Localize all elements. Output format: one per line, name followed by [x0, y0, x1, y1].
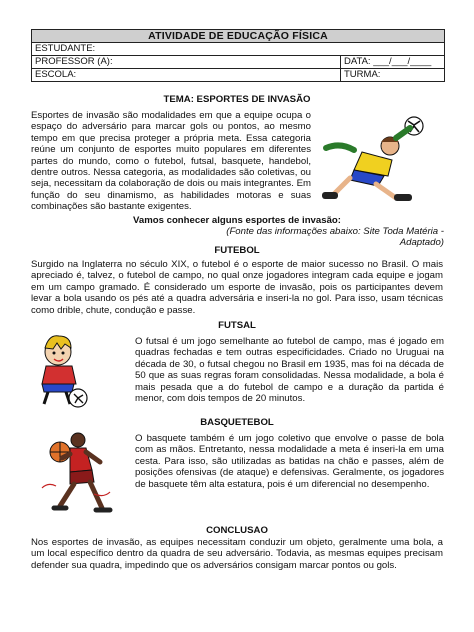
futsal-heading: FUTSAL	[218, 320, 256, 331]
school-field: ESCOLA:	[32, 69, 341, 81]
futsal-paragraph: O futsal é um jogo semelhante ao futebol de campo, mas é jogado em quadras fechadas e tem outras especificidades. Criado no Uruguai na década de 30, o futsal chegou no Brasil em 1935, mas foi na década de 50 que as suas regras foram consolidadas. Nessa modalidade, a bola é mais pesada que a do futebol de campo e a duração da partida é menor, com dois tempos de 20 minutos.	[135, 336, 444, 405]
source-note: (Fonte das informações abaixo: Site Toda Matéria - Adaptado)	[226, 226, 444, 249]
futebol-heading: FUTEBOL	[214, 245, 260, 256]
goalkeeper-illustration	[318, 112, 450, 204]
conclusao-heading: CONCLUSAO	[206, 525, 268, 536]
basketball-player-illustration	[34, 428, 120, 520]
basquete-heading: BASQUETEBOL	[200, 417, 274, 428]
student-field: ESTUDANTE:	[35, 43, 96, 54]
theme-heading: TEMA: ESPORTES DE INVASÃO	[163, 94, 311, 105]
futsal-kid-illustration	[34, 334, 92, 410]
lead-text: Vamos conhecer alguns esportes de invasão:	[133, 215, 341, 226]
conclusao-paragraph: Nos esportes de invasão, as equipes necessitam conduzir um objeto, geralmente uma bola, a um local específico dentro da quadra de seu adversário. Todavia, as mesmas equipes precisam defender sua quadra, impedindo que os adversários consigam marcar pontos ou gols.	[31, 537, 443, 571]
date-field: DATA: ___/___/____	[344, 56, 432, 67]
futebol-paragraph: Surgido na Inglaterra no século XIX, o futebol é o esporte de maior sucesso no Brasil. O mais apreciado é, talvez, o futebol de campo, no qual onze jogadores integram cada equipe e jogam em um campo gramado. É considerado um esporte de invasão, pois os participantes devem levar a bola usando os pés até a quadra adversária e inseri-la no gol. Para isso, usam técnicas como drible, chute, condução e passe.	[31, 259, 443, 316]
intro-paragraph: Esportes de invasão são modalidades em que a equipe ocupa o espaço do adversário para marcar gols ou pontos, ao mesmo tempo em que precisa proteger a própria meta. Essa categoria reúne um conjunto de esportes muito populares em diferentes partes do mundo, como o futebol, futsal, basquete, handebol, dentre outros. Nessa categoria, as modalidades são coletivas, ou seja, necessitam da colaboração de dois ou mais integrantes. Em função do seu dinamismo, as habilidades motoras e suas combinações são bastante exigentes.	[31, 110, 311, 213]
basquete-paragraph: O basquete também é um jogo coletivo que envolve o passe de bola com as mãos. Entretanto, nessa modalidade a meta é inseri-la em uma cesta. Para isso, são utilizadas as batidas na chão e passes, além de posições ofensivas (de ataque) e defensivas. Geralmente, os jogadores de basquete têm alta estatura, pois é um diferencial no desempenho.	[135, 433, 444, 490]
header-table	[31, 29, 445, 82]
page-title: ATIVIDADE DE EDUCAÇÃO FÍSICA	[32, 30, 444, 42]
class-field: TURMA:	[344, 69, 381, 80]
teacher-field: PROFESSOR (A):	[32, 56, 341, 68]
